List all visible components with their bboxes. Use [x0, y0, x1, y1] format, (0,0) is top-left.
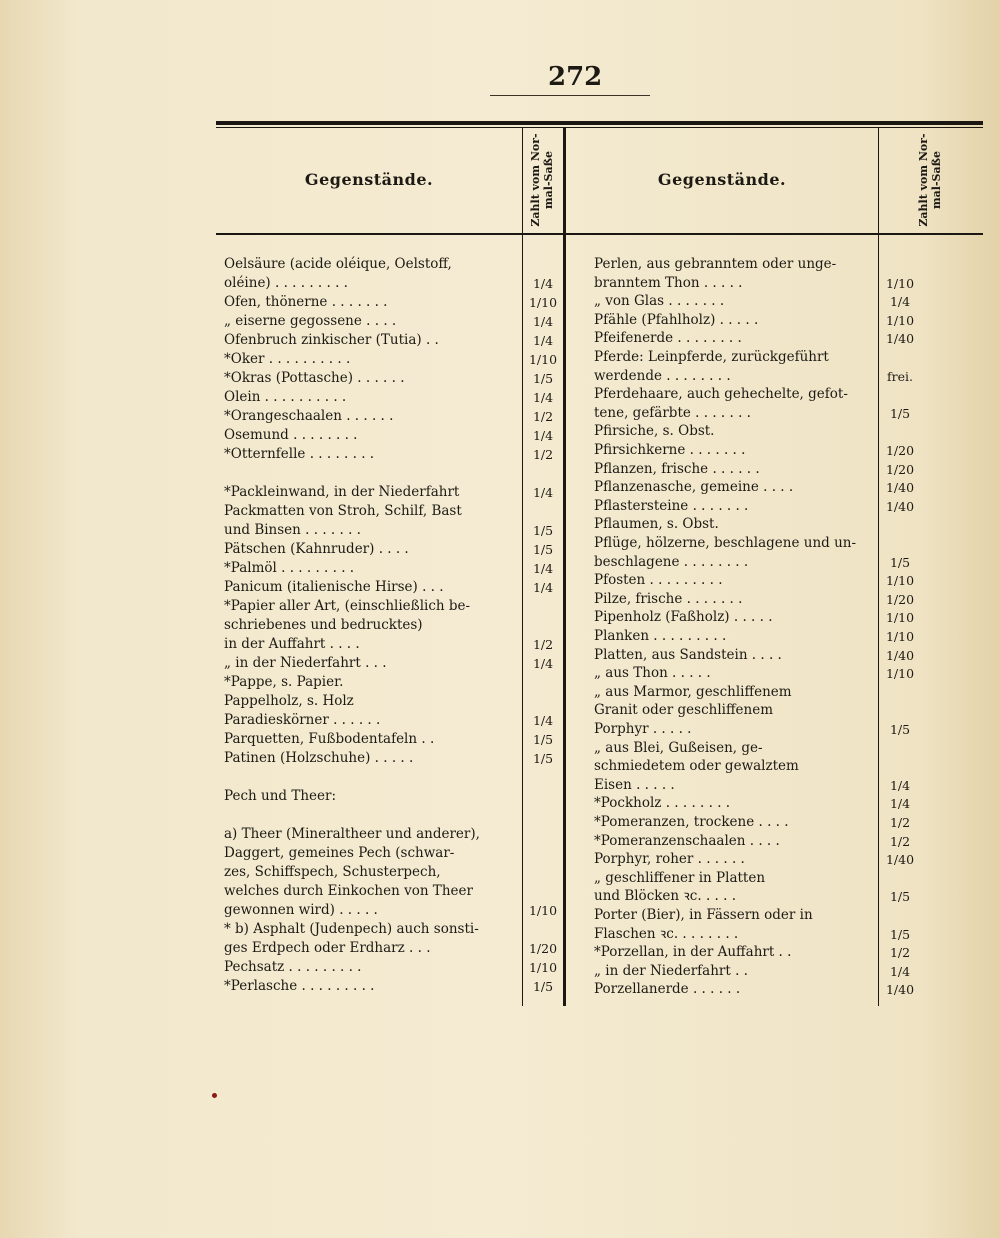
right-entry-text: schmiedetem oder gewalztem: [594, 758, 799, 775]
left-entry-text: Osemund . . . . . . . .: [224, 427, 358, 443]
right-entry-text: Pflüge, hölzerne, beschlagene und un-: [594, 535, 857, 551]
left-entry-rate: 1/5: [532, 371, 554, 386]
right-entry-text: Pflanzen, frische . . . . . .: [594, 460, 760, 477]
left-entry-text: Paradieskörner . . . . . .: [224, 712, 381, 728]
right-entry-rate: 1/4: [889, 777, 911, 793]
left-entry-text: Parquetten, Fußbodentafeln . .: [224, 731, 435, 747]
left-entry-rate: 1/5: [532, 979, 554, 994]
right-entry-rate: 1/40: [885, 498, 915, 514]
right-entry-rate: 1/2: [889, 945, 911, 961]
right-entry-rate: 1/20: [885, 443, 915, 458]
left-entry-text: Pech und Theer:: [224, 788, 337, 804]
right-entry-rate: 1/10: [885, 275, 915, 291]
left-entry-text: „ eiserne gegossene . . . .: [224, 313, 397, 329]
left-entry-text: Daggert, gemeines Pech (schwar-: [224, 845, 455, 861]
right-entry-text: „ geschliffener in Platten: [594, 869, 766, 886]
column-divider-left-rate: [522, 128, 523, 1006]
left-entry-text: und Binsen . . . . . . .: [224, 522, 361, 538]
right-entry-rate: frei.: [887, 368, 913, 384]
left-entry-rate: 1/4: [532, 713, 554, 728]
left-entry-rate: 1/4: [532, 656, 554, 671]
right-entry-text: branntem Thon . . . . .: [594, 274, 743, 291]
column-divider-center: [563, 128, 566, 1006]
right-entry-text: Porter (Bier), in Fässern oder in: [594, 907, 813, 923]
left-entry-text: Ofenbruch zinkischer (Tutia) . .: [224, 332, 439, 348]
left-entry-text: * b) Asphalt (Judenpech) auch sonsti-: [224, 921, 479, 937]
right-entry-text: tene, gefärbte . . . . . . .: [594, 404, 751, 421]
column-header-right: Gegenstände.: [657, 170, 787, 189]
left-entry-rate: 1/2: [532, 447, 554, 462]
left-entry-text: a) Theer (Mineraltheer und anderer),: [224, 826, 480, 842]
page-number-rule: [490, 95, 650, 96]
left-entry-rate: 1/5: [532, 732, 554, 747]
column-header-left: Gegenstände.: [304, 170, 434, 189]
left-entry-text: *Papier aller Art, (einschließlich be-: [224, 598, 471, 614]
left-entry-text: *Packleinwand, in der Niederfahrt: [224, 484, 460, 500]
right-entry-text: Porphyr . . . . .: [594, 721, 692, 737]
right-entry-rate: 1/4: [889, 796, 911, 812]
ink-spot: [212, 1093, 217, 1098]
right-entry-rate: 1/4: [889, 294, 911, 310]
right-entry-rate: 1/10: [885, 629, 915, 644]
left-entry-text: zes, Schiffspech, Schusterpech,: [224, 864, 441, 880]
left-entry-rate: 1/20: [528, 941, 558, 956]
right-entry-text: „ in der Niederfahrt . .: [594, 962, 748, 979]
left-entry-text: Panicum (italienische Hirse) . . .: [224, 579, 444, 595]
right-entry-rate: 1/40: [885, 982, 915, 998]
right-entry-rate: 1/2: [889, 833, 911, 849]
left-entry-rate: 1/10: [528, 903, 558, 918]
left-entry-rate: 1/4: [532, 561, 554, 576]
left-entry-rate: 1/5: [532, 523, 554, 538]
left-entry-text: *Palmöl . . . . . . . . .: [224, 560, 355, 576]
right-entry-text: werdende . . . . . . . .: [594, 367, 731, 384]
right-entry-text: Pferdehaare, auch gehechelte, gefot-: [594, 386, 848, 403]
right-entry-rate: 1/5: [889, 926, 911, 942]
left-entry-rate: 1/4: [532, 428, 554, 443]
right-entry-text: Pferde: Leinpferde, zurückgeführt: [594, 349, 829, 365]
left-entry-rate: 1/2: [532, 409, 554, 424]
right-entry-text: *Porzellan, in der Auffahrt . .: [594, 944, 792, 961]
right-entry-text: Planken . . . . . . . . .: [594, 628, 727, 644]
left-entry-rate: 1/4: [532, 485, 554, 500]
right-entry-text: Pilze, frische . . . . . . .: [594, 590, 743, 607]
right-entry-text: Pflastersteine . . . . . . .: [594, 497, 749, 514]
left-entry-rate: 1/10: [528, 352, 558, 367]
left-entry-text: gewonnen wird) . . . . .: [224, 902, 378, 918]
left-entry-text: Olein . . . . . . . . . .: [224, 389, 347, 405]
left-entry-text: *Orangeschaalen . . . . . .: [224, 408, 394, 424]
right-entry-text: Flaschen ꝛc. . . . . . . .: [594, 925, 739, 942]
right-entry-text: Pflanzenasche, gemeine . . . .: [594, 479, 794, 496]
left-entry-text: Ofen, thönerne . . . . . . .: [224, 294, 388, 310]
left-entry-text: ges Erdpech oder Erdharz . . .: [224, 940, 431, 956]
right-entry-text: Granit oder geschliffenem: [594, 702, 774, 719]
left-entry-text: Pappelholz, s. Holz: [224, 693, 354, 709]
right-entry-rate: 1/10: [885, 666, 915, 682]
right-entry-text: Pfirsichkerne . . . . . . .: [594, 442, 746, 458]
right-entry-rate: 1/20: [885, 461, 915, 477]
rate-header-right: Zahlt vom Nor- mal-Saße: [917, 133, 943, 227]
left-entry-text: *Perlasche . . . . . . . . .: [224, 978, 375, 994]
right-entry-text: Platten, aus Sandstein . . . .: [594, 646, 782, 663]
page-number: 272: [548, 62, 603, 92]
left-entry-text: oléine) . . . . . . . . .: [224, 275, 348, 291]
right-entry-text: „ aus Marmor, geschliffenem: [594, 683, 792, 700]
right-entry-rate: 1/40: [885, 852, 915, 868]
left-entry-rate: 1/4: [532, 333, 554, 348]
left-entry-text: welches durch Einkochen von Theer: [224, 883, 473, 899]
left-entry-text: „ in der Niederfahrt . . .: [224, 655, 387, 671]
right-entry-text: Perlen, aus gebranntem oder unge-: [594, 256, 837, 272]
right-entry-rate: 1/2: [889, 815, 911, 830]
right-entry-rate: 1/20: [885, 591, 915, 607]
right-entry-rate: 1/40: [885, 480, 915, 496]
left-entry-text: schriebenes und bedrucktes): [224, 617, 423, 633]
right-entry-rate: 1/5: [889, 405, 911, 421]
right-entry-text: *Pockholz . . . . . . . .: [594, 795, 731, 812]
table-top-rule: [216, 121, 983, 125]
right-entry-text: Porzellanerde . . . . . .: [594, 981, 741, 998]
left-entry-rate: 1/4: [532, 276, 554, 291]
left-entry-rate: 1/10: [528, 295, 558, 310]
right-entry-text: Pipenholz (Faßholz) . . . . .: [594, 609, 773, 626]
right-entry-text: und Blöcken ꝛc. . . . .: [594, 888, 736, 905]
right-entry-rate: 1/10: [885, 312, 915, 328]
right-entry-text: Pflaumen, s. Obst.: [594, 516, 719, 533]
left-entry-rate: 1/5: [532, 542, 554, 557]
left-entry-rate: 1/4: [532, 314, 554, 329]
right-entry-rate: 1/10: [885, 610, 915, 626]
right-entry-text: *Pomeranzenschaalen . . . .: [594, 832, 780, 849]
table-top-rule-thin: [216, 127, 983, 128]
left-entry-rate: 1/10: [528, 960, 558, 975]
column-divider-right-rate: [878, 128, 879, 1006]
right-entry-text: Pfähle (Pfahlholz) . . . . .: [594, 311, 759, 328]
right-entry-rate: 1/5: [889, 554, 911, 570]
right-entry-text: „ aus Thon . . . . .: [594, 665, 711, 682]
right-entry-rate: 1/40: [885, 647, 915, 663]
left-entry-text: *Pappe, s. Papier.: [224, 674, 344, 690]
right-entry-text: Porphyr, roher . . . . . .: [594, 851, 745, 868]
right-entry-text: Pfosten . . . . . . . . .: [594, 572, 723, 589]
left-entry-text: *Otternfelle . . . . . . . .: [224, 446, 375, 462]
right-entry-text: „ aus Blei, Gußeisen, ge-: [594, 739, 763, 756]
right-entry-rate: 1/4: [889, 963, 911, 979]
right-entry-text: „ von Glas . . . . . . .: [594, 293, 725, 310]
left-entry-rate: 1/2: [532, 637, 554, 652]
right-entry-rate: 1/40: [885, 331, 915, 347]
left-entry-rate: 1/4: [532, 580, 554, 595]
right-entry-text: Pfeifenerde . . . . . . . .: [594, 330, 742, 347]
left-entry-text: Oelsäure (acide oléique, Oelstoff,: [224, 256, 452, 272]
left-entry-text: *Oker . . . . . . . . . .: [224, 351, 351, 367]
left-entry-rate: 1/4: [532, 390, 554, 405]
right-entry-rate: 1/5: [889, 722, 911, 737]
left-entry-text: Pätschen (Kahnruder) . . . .: [224, 541, 409, 557]
rate-header-left: Zahlt vom Nor- mal-Saße: [529, 133, 555, 227]
right-entry-rate: 1/10: [885, 573, 915, 589]
right-entry-rate: 1/5: [889, 889, 911, 905]
left-entry-text: in der Auffahrt . . . .: [224, 636, 360, 652]
right-entry-text: Pfirsiche, s. Obst.: [594, 423, 715, 440]
left-entry-text: Pechsatz . . . . . . . . .: [224, 959, 362, 975]
left-entry-text: Packmatten von Stroh, Schilf, Bast: [224, 503, 462, 519]
left-entry-rate: 1/5: [532, 751, 554, 766]
left-entry-text: Patinen (Holzschuhe) . . . . .: [224, 750, 414, 766]
right-entry-text: *Pomeranzen, trockene . . . .: [594, 814, 789, 830]
left-entry-text: *Okras (Pottasche) . . . . . .: [224, 370, 405, 386]
right-entry-text: beschlagene . . . . . . . .: [594, 553, 749, 570]
table-header-rule: [216, 233, 983, 235]
right-entry-text: Eisen . . . . .: [594, 776, 675, 793]
